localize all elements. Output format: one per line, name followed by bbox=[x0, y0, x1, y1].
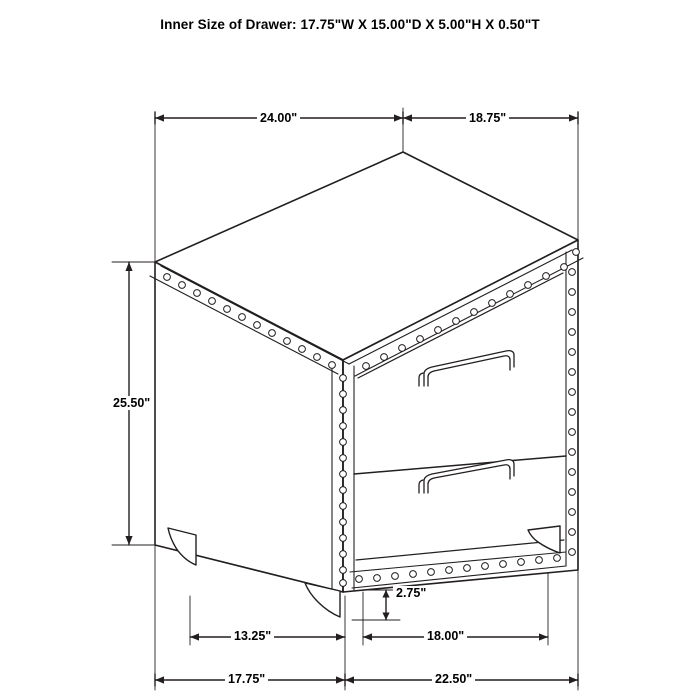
dim-label-top-right: 18.75" bbox=[466, 111, 509, 125]
dim-label-height: 25.50" bbox=[110, 396, 153, 410]
dim-label-top-left: 24.00" bbox=[257, 111, 300, 125]
dim-label-bottom-inner-left: 13.25" bbox=[231, 629, 274, 643]
dim-label-bottom-outer-left: 17.75" bbox=[225, 672, 268, 686]
dim-label-leg-height: 2.75" bbox=[393, 586, 429, 600]
dim-label-bottom-outer-right: 22.50" bbox=[432, 672, 475, 686]
dim-label-bottom-inner-right: 18.00" bbox=[424, 629, 467, 643]
page-title: Inner Size of Drawer: 17.75"W X 15.00"D X 5.00"H X 0.50"T bbox=[160, 17, 540, 32]
dim-leg-height-arrow bbox=[382, 590, 389, 620]
